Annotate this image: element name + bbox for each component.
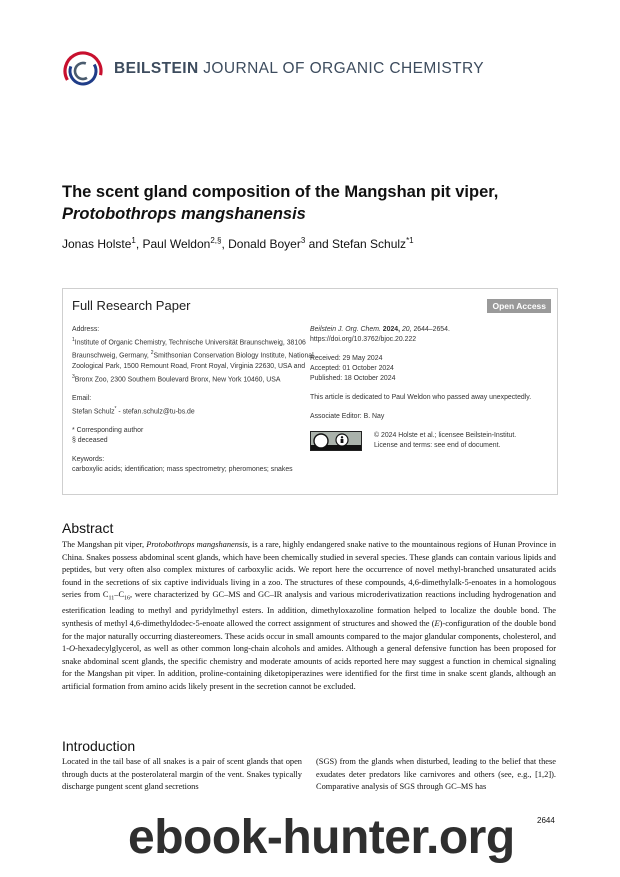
author-list: Jonas Holste$^1$, Paul Weldon$^{2,\S}$, Donald Boyer$^3$ and Stefan Schulz$^{*1}$ bbox=[62, 236, 414, 251]
watermark: ebook-hunter.org bbox=[128, 811, 515, 864]
author-affiliation: 3 bbox=[300, 236, 306, 245]
title-line-2 bbox=[62, 203, 582, 225]
journal-abbrev: Beilstein J. Org. Chem. bbox=[310, 326, 381, 333]
license-terms: License and terms: see end of document. bbox=[374, 442, 501, 449]
keywords-text: carboxylic acids; identification; mass spectrometry; pheromones; snakes bbox=[72, 466, 293, 474]
affil-marker: 2 bbox=[150, 350, 154, 357]
title-species: Protobothrops mangshanensis bbox=[62, 205, 306, 223]
address-text bbox=[72, 335, 322, 385]
open-access-badge: Open Access bbox=[487, 299, 551, 313]
author-affiliation: 2,§ bbox=[210, 236, 222, 245]
article-title bbox=[62, 181, 582, 225]
journal-name bbox=[114, 60, 484, 78]
email-link[interactable]: - stefan.schulz@tu-bs.de bbox=[116, 408, 195, 416]
brand-bold: BEILSTEIN bbox=[114, 60, 199, 77]
author-name[interactable]: Donald Boyer bbox=[228, 237, 301, 251]
author-affiliation: *1 bbox=[406, 236, 414, 245]
deceased-note: § deceased bbox=[72, 437, 108, 445]
article-type: Full Research Paper bbox=[72, 298, 191, 313]
keywords-label: Keywords: bbox=[72, 456, 105, 464]
info-left-column bbox=[72, 325, 322, 475]
author-name[interactable]: Jonas Holste bbox=[62, 237, 132, 251]
species-name: Protobothrops mangshanensis bbox=[146, 540, 248, 549]
email-author: Stefan Schulz bbox=[72, 408, 115, 416]
affil-marker: 3 bbox=[72, 373, 75, 380]
citation-pages: 2644–2654. bbox=[413, 326, 450, 333]
journal-logo bbox=[62, 50, 485, 90]
page-number: 2644 bbox=[537, 816, 555, 825]
author-conjunction: and bbox=[308, 237, 329, 251]
copyright: © 2024 Holste et al.; licensee Beilstein-Institut. bbox=[374, 432, 517, 439]
corresponding-note: * Corresponding author bbox=[72, 427, 144, 435]
license-row bbox=[310, 431, 550, 455]
published-date: Published: 18 October 2024 bbox=[310, 375, 396, 382]
beilstein-emblem-icon bbox=[62, 50, 104, 92]
license-text bbox=[374, 431, 554, 451]
citation-year: 2024, bbox=[382, 326, 401, 333]
author-name[interactable]: Paul Weldon bbox=[142, 237, 211, 251]
address-1: Institute of Organic Chemistry, Technische Universität Braunschweig, 38106 Braunschweig, Germany, bbox=[72, 339, 306, 360]
email-line bbox=[72, 404, 322, 417]
abstract-text: The Mangshan pit viper, Protobothrops mangshanensis, is a rare, highly endangered snake native to the mountainous regions of Hunan Province in China. Snakes possess abdominal scent glands, which have been chemically studied in several species. These glands can contain various lipids and peptides, but very often also complex mixtures of carboxylic acids. We report here the occurrence of novel methyl-branched unsaturated acids found in the secretions of six captive individuals living in a zoo. The structures of these compounds, 4,6-dimethylalk-5-enoates in a homologous series from $C_{11}-C_{16}$, were characterized by GC–MS and GC–IR analysis and various microderivatization reactions including hydrogenation and esterification leading to methyl and pyridylmethyl esters. In addition, dimethyloxazoline formation helped to localize the double bond. The synthesis of methyl 4,6-dimethyldodec-5-enoate allowed the correct assignment of structures and showed the (E)-configuration of the double bond for the major naturally occurring diastereomers. These acids occur in small amounts compared to the major glandular components, cholesterol, and 1-O-hexadecylglycerol, as well as other common long-chain alcohols and amides. Although a general defensive function has been proposed for snake abdominal scent glands, the specific chemistry and moderate amounts of acids reported here may suggest a function in chemical signaling for the Mangshan pit viper. In addition, proline-containing diketopiperazines were identified for the first time in snake scent glands, although an artificial formation from amino acids likely present in the secretion cannot be excluded. bbox=[62, 540, 557, 691]
corresponding-marker: * bbox=[114, 405, 117, 412]
citation-volume: 20, bbox=[401, 326, 412, 333]
email-label: Email: bbox=[72, 394, 92, 402]
doi-link[interactable]: https://doi.org/10.3762/bjoc.20.222 bbox=[310, 336, 417, 343]
author-affiliation: 1 bbox=[131, 236, 136, 245]
address-2: Smithsonian Conservation Biology Institute, National Zoological Park, 1500 Remount Road, Front Royal, Virginia 22630, USA and bbox=[72, 352, 314, 370]
address-3: Bronx Zoo, 2300 Southern Boulevard Bronx, New York 10460, USA bbox=[74, 375, 281, 383]
introduction-column-2: (SGS) from the glands when disturbed, leading to the belief that these exudates deter predators like carnivores and others (see, e.g., [1,2]). Comparative analysis of SGS through GC–MS has bbox=[316, 757, 556, 792]
article-info-box bbox=[62, 288, 558, 495]
cc-by-license-icon[interactable] bbox=[310, 431, 362, 451]
brand-rest: JOURNAL OF ORGANIC CHEMISTRY bbox=[203, 60, 485, 77]
info-right-column bbox=[310, 325, 550, 455]
received-date: Received: 29 May 2024 bbox=[310, 355, 383, 362]
introduction-column-1: Located in the tail base of all snakes is a pair of scent glands that open through ducts at the posterolateral margin of the vent. Snakes typically discharge pungent scent gland secretions bbox=[62, 757, 302, 792]
dedication: This article is dedicated to Paul Weldon who passed away unexpectedly. bbox=[310, 394, 532, 401]
title-line-1: The scent gland composition of the Mangshan pit viper, bbox=[62, 183, 499, 201]
abstract-heading: Abstract bbox=[62, 520, 114, 536]
affil-marker: 1 bbox=[72, 337, 75, 343]
accepted-date: Accepted: 01 October 2024 bbox=[310, 365, 394, 372]
author-name[interactable]: Stefan Schulz bbox=[332, 237, 407, 251]
introduction-heading: Introduction bbox=[62, 738, 136, 754]
citation-line bbox=[310, 325, 550, 335]
associate-editor: Associate Editor: B. Nay bbox=[310, 413, 385, 420]
address-label: Address: bbox=[72, 326, 100, 333]
